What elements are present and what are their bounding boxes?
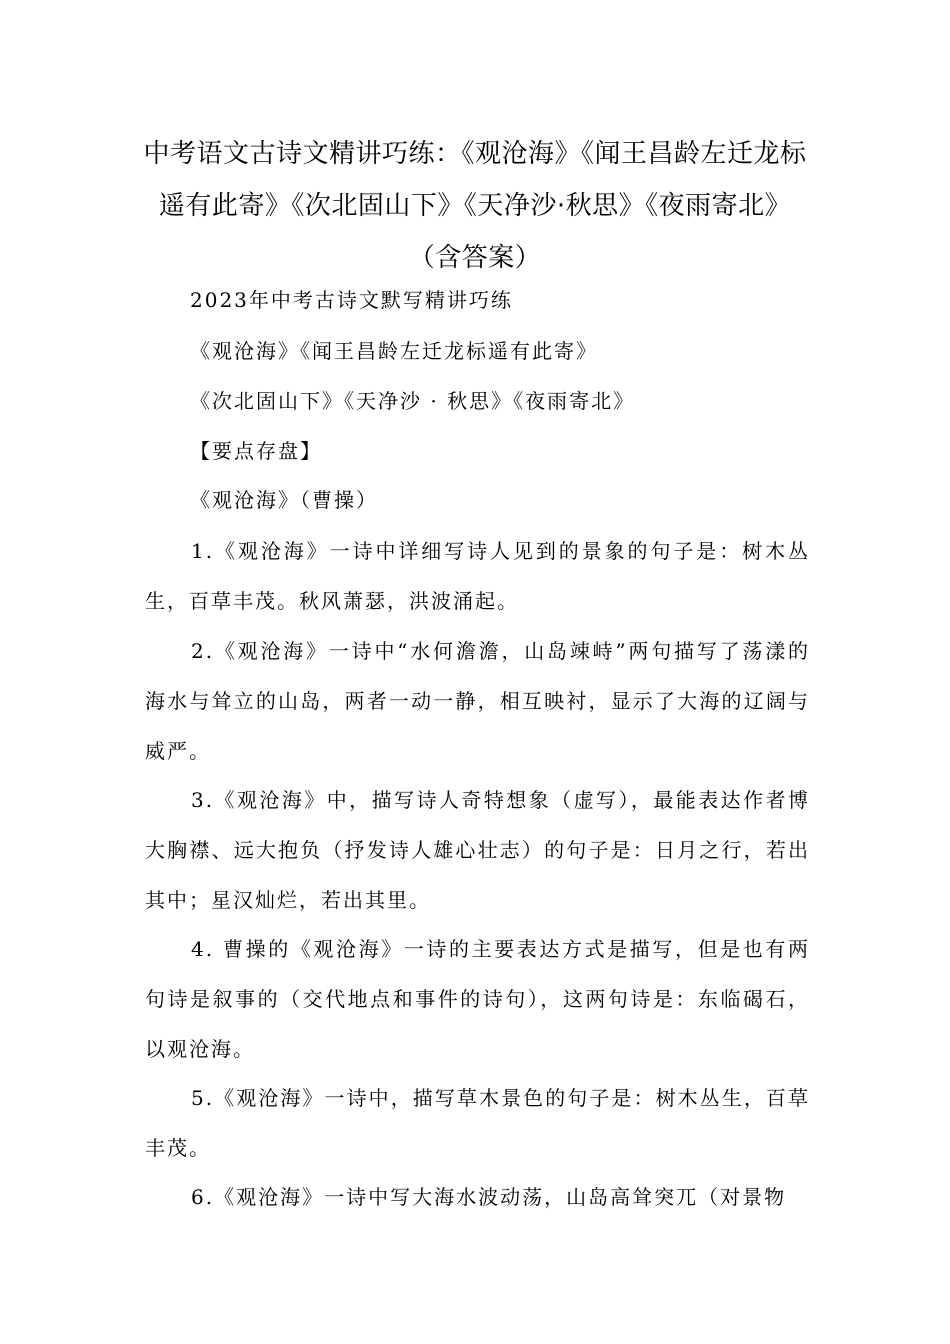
list-item-4: 4. 曹操的《观沧海》一诗的主要表达方式是描写，但是也有两句诗是叙事的（交代地点和事件的诗句），这两句诗是：东临碣石，以观沧海。 <box>145 937 810 1061</box>
section-heading: 【要点存盘】 <box>190 439 322 463</box>
subtitle: 2023年中考古诗文默写精讲巧练 <box>190 288 513 312</box>
poem-list-line-1: 《观沧海》《闻王昌龄左迁龙标遥有此寄》 <box>190 339 598 363</box>
list-item-5: 5.《观沧海》一诗中，描写草木景色的句子是：树木丛生，百草丰茂。 <box>145 1086 810 1160</box>
list-item-1: 1.《观沧海》一诗中详细写诗人见到的景象的句子是：树木丛生，百草丰茂。秋风萧瑟，洪波涌起。 <box>145 539 810 613</box>
poem-heading: 《观沧海》（曹操） <box>190 488 378 512</box>
list-item-6: 6.《观沧海》一诗中写大海水波动荡，山岛高耸突兀（对景物 <box>191 1185 787 1209</box>
list-item-3: 3.《观沧海》中，描写诗人奇特想象（虚写），最能表达作者博大胸襟、远大抱负（抒发诗人雄心壮志）的句子是：日月之行，若出其中；星汉灿烂，若出其里。 <box>145 788 810 912</box>
poem-list-line-2: 《次北固山下》《天净沙 · 秋思》《夜雨寄北》 <box>190 389 636 413</box>
list-item-2: 2.《观沧海》一诗中“水何澹澹，山岛竦峙”两句描写了荡漾的海水与耸立的山岛，两者一动一静，相互映衬，显示了大海的辽阔与威严。 <box>145 639 810 763</box>
document-title: 中考语文古诗文精讲巧练：《观沧海》《闻王昌龄左迁龙标遥有此寄》《次北固山下》《天净沙·秋思》《夜雨寄北》（含答案） <box>143 139 807 273</box>
